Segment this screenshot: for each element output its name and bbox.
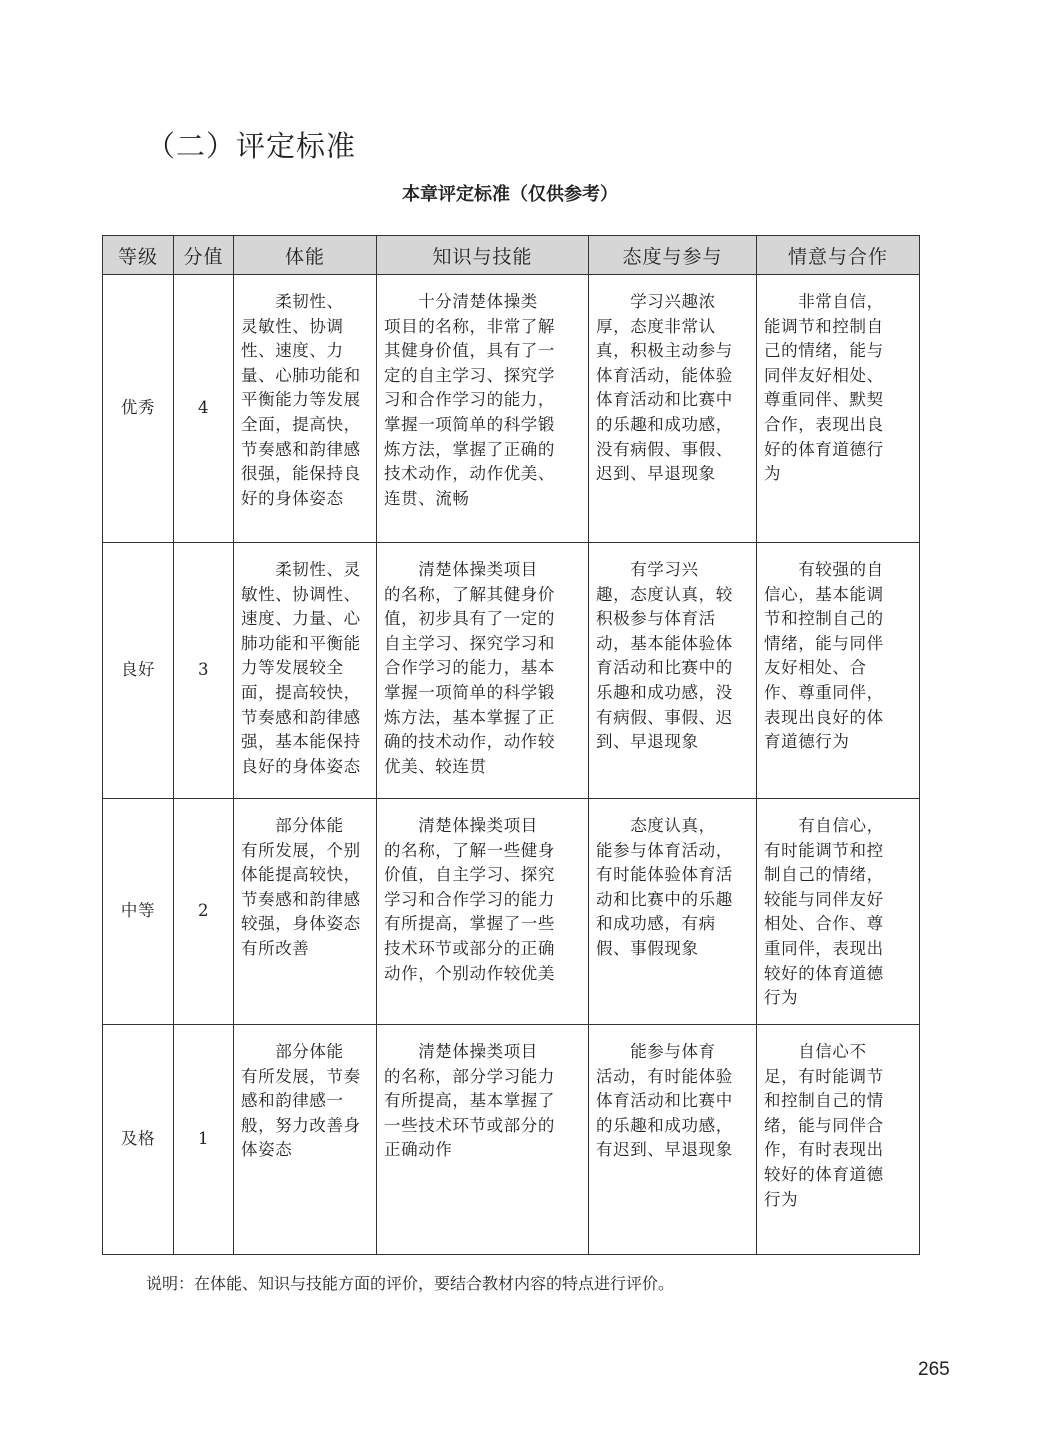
attitude-cell: 态度认真， 能参与体育活动， 有时能体验体育活 动和比赛中的乐趣 和成功感，有病 假、事假现象 (589, 799, 757, 1025)
table-caption: 本章评定标准（仅供参考） (402, 184, 618, 205)
grade-cell: 良好 (103, 543, 174, 799)
knowledge-cell: 清楚体操类项目 的名称，了解其健身价 值，初步具有了一定的 自主学习、探究学习和 合作学习的能力，基本 掌握一项简单的科学锻 炼方法，基本掌握了正 确的技术动作，动作较 优美、较连贯 (377, 543, 589, 799)
grade-cell: 中等 (103, 799, 174, 1025)
fitness-cell: 部分体能 有所发展，个别 体能提高较快， 节奏感和韵律感 较强，身体姿态 有所改善 (234, 799, 377, 1025)
score-cell: 3 (174, 543, 234, 799)
fitness-cell: 柔韧性、灵 敏性、协调性、 速度、力量、心 肺功能和平衡能 力等发展较全 面，提高较快， 节奏感和韵律感 强，基本能保持 良好的身体姿态 (234, 543, 377, 799)
knowledge-cell: 清楚体操类项目 的名称，部分学习能力 有所提高，基本掌握了 一些技术环节或部分的 正确动作 (377, 1025, 589, 1255)
table-row (103, 799, 920, 1025)
header-score: 分值 (174, 236, 234, 275)
table-note: 说明：在体能、知识与技能方面的评价，要结合教材内容的特点进行评价。 (146, 1274, 675, 1293)
fitness-cell: 柔韧性、 灵敏性、协调 性、速度、力 量、心肺功能和 平衡能力等发展 全面，提高快， 节奏感和韵律感 很强，能保持良 好的身体姿态 (234, 275, 377, 543)
table-row (103, 275, 920, 543)
header-attitude: 态度与参与 (589, 236, 757, 275)
attitude-cell: 能参与体育 活动，有时能体验 体育活动和比赛中 的乐趣和成功感， 有迟到、早退现象 (589, 1025, 757, 1255)
table-row (103, 543, 920, 799)
knowledge-cell: 十分清楚体操类 项目的名称，非常了解 其健身价值，具有了一 定的自主学习、探究学 习和合作学习的能力， 掌握一项简单的科学锻 炼方法，掌握了正确的 技术动作，动作优美、 连贯、流畅 (377, 275, 589, 543)
emotion-cell: 非常自信， 能调节和控制自 己的情绪，能与 同伴友好相处、 尊重同伴、默契 合作，表现出良 好的体育道德行 为 (757, 275, 920, 543)
emotion-cell: 有较强的自 信心，基本能调 节和控制自己的 情绪，能与同伴 友好相处、合 作、尊重同伴， 表现出良好的体 育道德行为 (757, 543, 920, 799)
header-fitness: 体能 (234, 236, 377, 275)
score-cell: 1 (174, 1025, 234, 1255)
attitude-cell: 有学习兴 趣，态度认真，较 积极参与体育活 动，基本能体验体 育活动和比赛中的 乐趣和成功感，没 有病假、事假、迟 到、早退现象 (589, 543, 757, 799)
header-row (103, 236, 920, 275)
emotion-cell: 有自信心， 有时能调节和控 制自己的情绪， 较能与同伴友好 相处、合作、尊 重同伴，表现出 较好的体育道德 行为 (757, 799, 920, 1025)
section-title: （二）评定标准 (146, 129, 357, 163)
header-grade: 等级 (103, 236, 174, 275)
fitness-cell: 部分体能 有所发展，节奏 感和韵律感一 般，努力改善身 体姿态 (234, 1025, 377, 1255)
attitude-cell: 学习兴趣浓 厚，态度非常认 真，积极主动参与 体育活动，能体验 体育活动和比赛中 的乐趣和成功感， 没有病假、事假、 迟到、早退现象 (589, 275, 757, 543)
emotion-cell: 自信心不 足，有时能调节 和控制自己的情 绪，能与同伴合 作，有时表现出 较好的体育道德 行为 (757, 1025, 920, 1255)
score-cell: 4 (174, 275, 234, 543)
grade-cell: 及格 (103, 1025, 174, 1255)
table-row (103, 1025, 920, 1255)
page-number: 265 (918, 1359, 950, 1380)
header-knowledge: 知识与技能 (377, 236, 589, 275)
score-cell: 2 (174, 799, 234, 1025)
grade-cell: 优秀 (103, 275, 174, 543)
header-emotion: 情意与合作 (757, 236, 920, 275)
evaluation-table (102, 235, 920, 1255)
knowledge-cell: 清楚体操类项目 的名称，了解一些健身 价值，自主学习、探究 学习和合作学习的能力 有所提高，掌握了一些 技术环节或部分的正确 动作，个别动作较优美 (377, 799, 589, 1025)
